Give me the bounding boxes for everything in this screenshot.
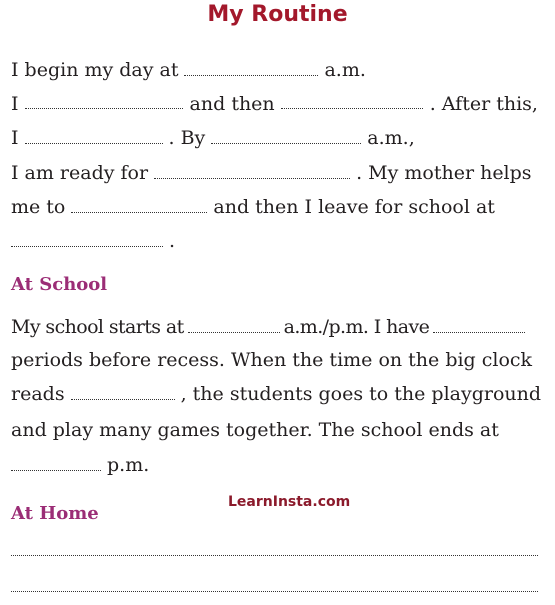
intro-line-1: I begin my day at a.m. [11, 59, 366, 81]
blank-field[interactable] [154, 162, 350, 179]
intro-line-4: I am ready for . My mother helps [11, 162, 532, 184]
intro-line-2: I and then . After this, [11, 93, 538, 115]
blank-field[interactable] [211, 127, 361, 144]
answer-line[interactable] [11, 555, 538, 556]
blank-field[interactable] [25, 92, 183, 109]
school-line-2: periods before recess. When the time on the big clock [11, 349, 533, 371]
school-line-1: My school starts at a.m./p.m. I have [11, 315, 525, 339]
blank-field[interactable] [71, 383, 175, 400]
intro-line-3: I . By a.m., [11, 127, 415, 149]
blank-field[interactable] [433, 316, 525, 333]
blank-field[interactable] [11, 230, 163, 247]
school-line-5: p.m. [11, 453, 149, 477]
section-heading-home: At Home [11, 503, 99, 524]
blank-field[interactable] [281, 92, 423, 109]
blank-field[interactable] [11, 454, 101, 471]
watermark-logo: LearnInsta.com [228, 494, 351, 510]
blank-field[interactable] [71, 196, 207, 213]
blank-field[interactable] [25, 127, 163, 144]
page-title: My Routine [207, 2, 348, 27]
intro-line-6: . [11, 229, 175, 253]
section-heading-school: At School [11, 274, 108, 295]
school-line-4: and play many games together. The school ends at [11, 419, 499, 441]
blank-field[interactable] [184, 59, 318, 76]
school-line-3: reads , the students goes to the playground [11, 383, 542, 405]
intro-line-5: me to and then I leave for school at [11, 196, 495, 218]
blank-field[interactable] [188, 316, 280, 333]
answer-line[interactable] [11, 591, 538, 592]
